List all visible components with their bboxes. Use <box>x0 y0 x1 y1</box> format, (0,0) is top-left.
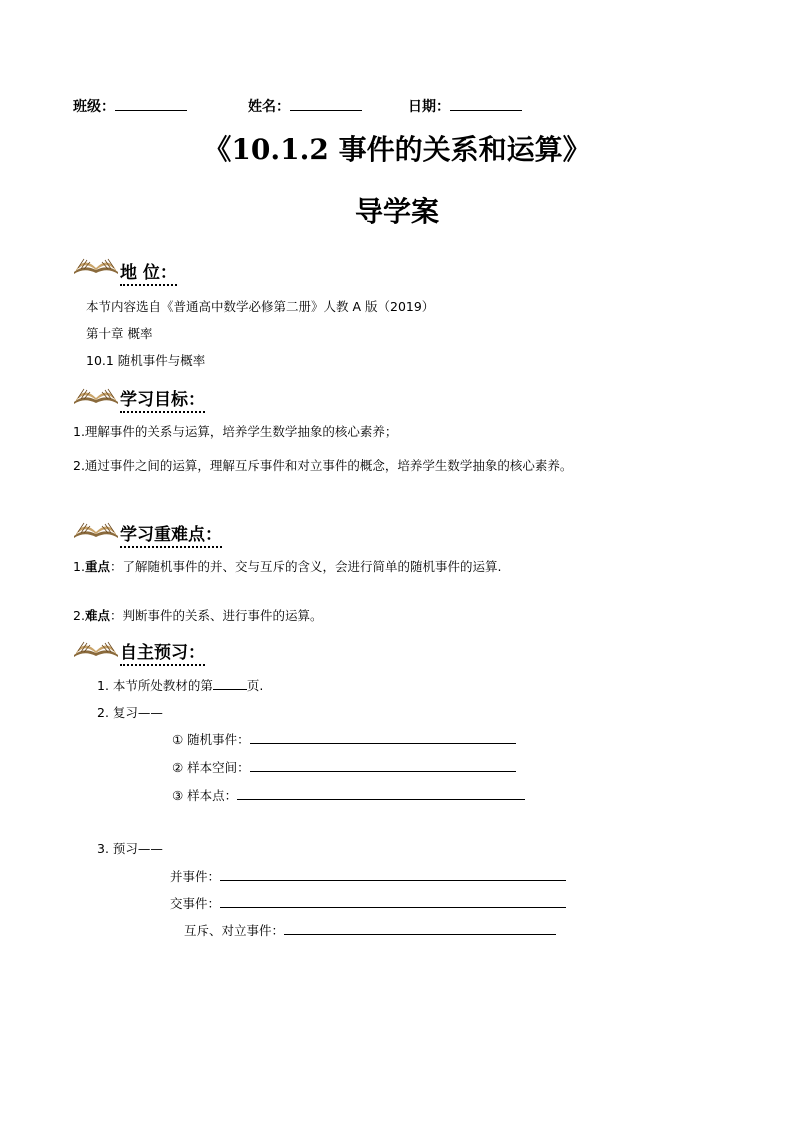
section-heading-goals: 学习目标： <box>120 385 205 410</box>
open-book-icon <box>72 380 120 406</box>
preview-item-intersection: 交事件： <box>170 894 566 912</box>
preview-item-mutual: 互斥、对立事件： <box>184 921 556 939</box>
sample-space-blank[interactable] <box>250 759 516 772</box>
section-heading-key-points: 学习重难点： <box>120 520 222 545</box>
open-book-icon <box>72 250 120 276</box>
preview-item-union: 并事件： <box>170 867 566 885</box>
preview-q3: 3. 预习—— <box>97 841 163 856</box>
review-item-random-event: ① 随机事件： <box>172 730 516 748</box>
date-blank[interactable] <box>450 96 522 111</box>
goal-item-2: 2.通过事件之间的运算，理解互斥事件和对立事件的概念，培养学生数学抽象的核心素养。 <box>73 458 573 473</box>
position-line-3: 10.1 随机事件与概率 <box>86 353 206 368</box>
class-field <box>73 96 187 116</box>
open-book-icon <box>72 633 120 659</box>
preview-q1: 1. 本节所处教材的第 页. <box>97 678 264 693</box>
union-event-blank[interactable] <box>220 868 566 881</box>
name-label: 姓名： <box>248 99 290 115</box>
name-blank[interactable] <box>290 96 362 111</box>
section-heading-position: 地 位： <box>120 258 177 283</box>
date-label: 日期： <box>408 99 450 115</box>
key-point-1: 1.重点：了解随机事件的并、交与互斥的含义，会进行简单的随机事件的运算. <box>73 559 502 574</box>
review-item-sample-point: ③ 样本点： <box>172 786 525 804</box>
class-label: 班级： <box>73 99 115 115</box>
date-field <box>408 96 522 116</box>
sample-point-blank[interactable] <box>237 787 525 800</box>
review-item-sample-space: ② 样本空间： <box>172 758 516 776</box>
goal-item-1: 1.理解事件的关系与运算，培养学生数学抽象的核心素养； <box>73 424 398 439</box>
position-line-2: 第十章 概率 <box>86 326 153 341</box>
section-heading-preview: 自主预习： <box>120 638 205 663</box>
open-book-icon <box>72 514 120 540</box>
mutual-event-blank[interactable] <box>284 922 556 935</box>
page-title: 《10.1.2 事件的关系和运算》 <box>203 133 591 166</box>
page-number-blank[interactable] <box>213 677 247 690</box>
key-point-2: 2.难点：判断事件的关系、进行事件的运算。 <box>73 608 323 623</box>
position-line-1: 本节内容选自《普通高中数学必修第二册》人教 A 版（2019） <box>86 299 435 314</box>
random-event-blank[interactable] <box>250 731 516 744</box>
intersection-event-blank[interactable] <box>220 895 566 908</box>
page-subtitle: 导学案 <box>354 195 439 228</box>
class-blank[interactable] <box>115 96 187 111</box>
preview-q2: 2. 复习—— <box>97 705 163 720</box>
name-field <box>248 96 362 116</box>
